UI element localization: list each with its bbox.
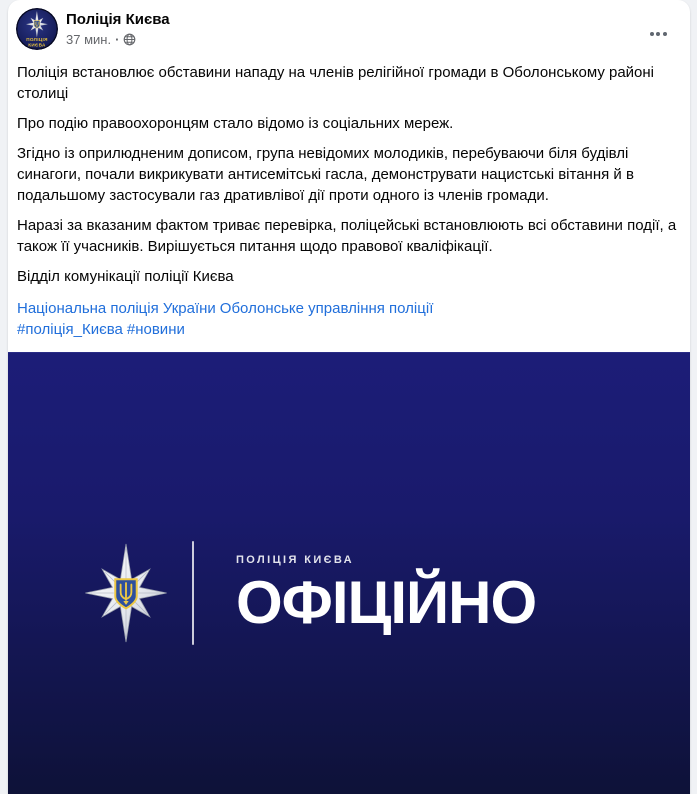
meta-separator: · bbox=[115, 32, 120, 47]
more-options-button[interactable] bbox=[640, 16, 676, 52]
tagged-pages-row bbox=[17, 298, 680, 319]
post-timestamp[interactable]: 37 мин. bbox=[66, 32, 112, 47]
post-text bbox=[8, 50, 690, 287]
page-avatar[interactable] bbox=[16, 8, 58, 50]
post-image-attachment[interactable] bbox=[8, 352, 690, 794]
kyiv-police-badge-avatar-icon bbox=[16, 8, 58, 50]
post-header bbox=[8, 0, 690, 50]
tagged-page-link[interactable]: Національна поліція України bbox=[17, 300, 216, 317]
ukraine-police-star-badge-icon bbox=[80, 539, 172, 647]
hashtag-link[interactable]: #новини bbox=[126, 321, 185, 338]
hashtags-row bbox=[17, 319, 680, 340]
image-label-small: ПОЛІЦІЯ КИЄВА bbox=[236, 553, 355, 566]
three-dots-menu-icon bbox=[650, 32, 654, 36]
police-brand-row bbox=[80, 539, 536, 647]
header-meta bbox=[66, 8, 170, 50]
image-label-large: ОФІЦІЙНО bbox=[236, 568, 537, 636]
svg-text:ПОЛІЦІЯ: ПОЛІЦІЯ bbox=[26, 37, 48, 43]
post-paragraph: Наразі за вказаним фактом триває перевірка, поліцейські встановлюють всі обставини події, а також її учасників. Вирішується питання щодо правової кваліфікації. bbox=[17, 217, 677, 255]
post-paragraph: Про подію правоохоронцям стало відомо із соціальних мереж. bbox=[17, 115, 454, 132]
post-paragraph: Відділ комунікації поліції Києва bbox=[17, 268, 234, 285]
vertical-divider bbox=[192, 541, 194, 645]
hashtag-link[interactable]: #поліція_Києва bbox=[17, 321, 123, 338]
post-meta-row bbox=[66, 32, 170, 47]
post-paragraph: Згідно із оприлюдненим дописом, група невідомих молодиків, перебуваючи біля будівлі синагоги, почали викрикувати антисемітські гасла, демонструвати нацистські вітання й в подальшому застосували газ дративлівої дії проти одного із членів громади. bbox=[17, 145, 634, 204]
page-name-link[interactable]: Поліція Києва bbox=[66, 11, 170, 28]
post-paragraph: Поліція встановлює обставини нападу на членів релігійної громади в Оболонському районі столиці bbox=[17, 64, 655, 102]
svg-text:КИЄВА: КИЄВА bbox=[28, 42, 46, 48]
facebook-post-card bbox=[8, 0, 690, 794]
brand-text-block bbox=[236, 553, 537, 636]
globe-icon bbox=[123, 33, 136, 46]
tagged-page-link[interactable]: Оболонське управління поліції bbox=[219, 300, 434, 317]
post-links bbox=[8, 296, 690, 352]
